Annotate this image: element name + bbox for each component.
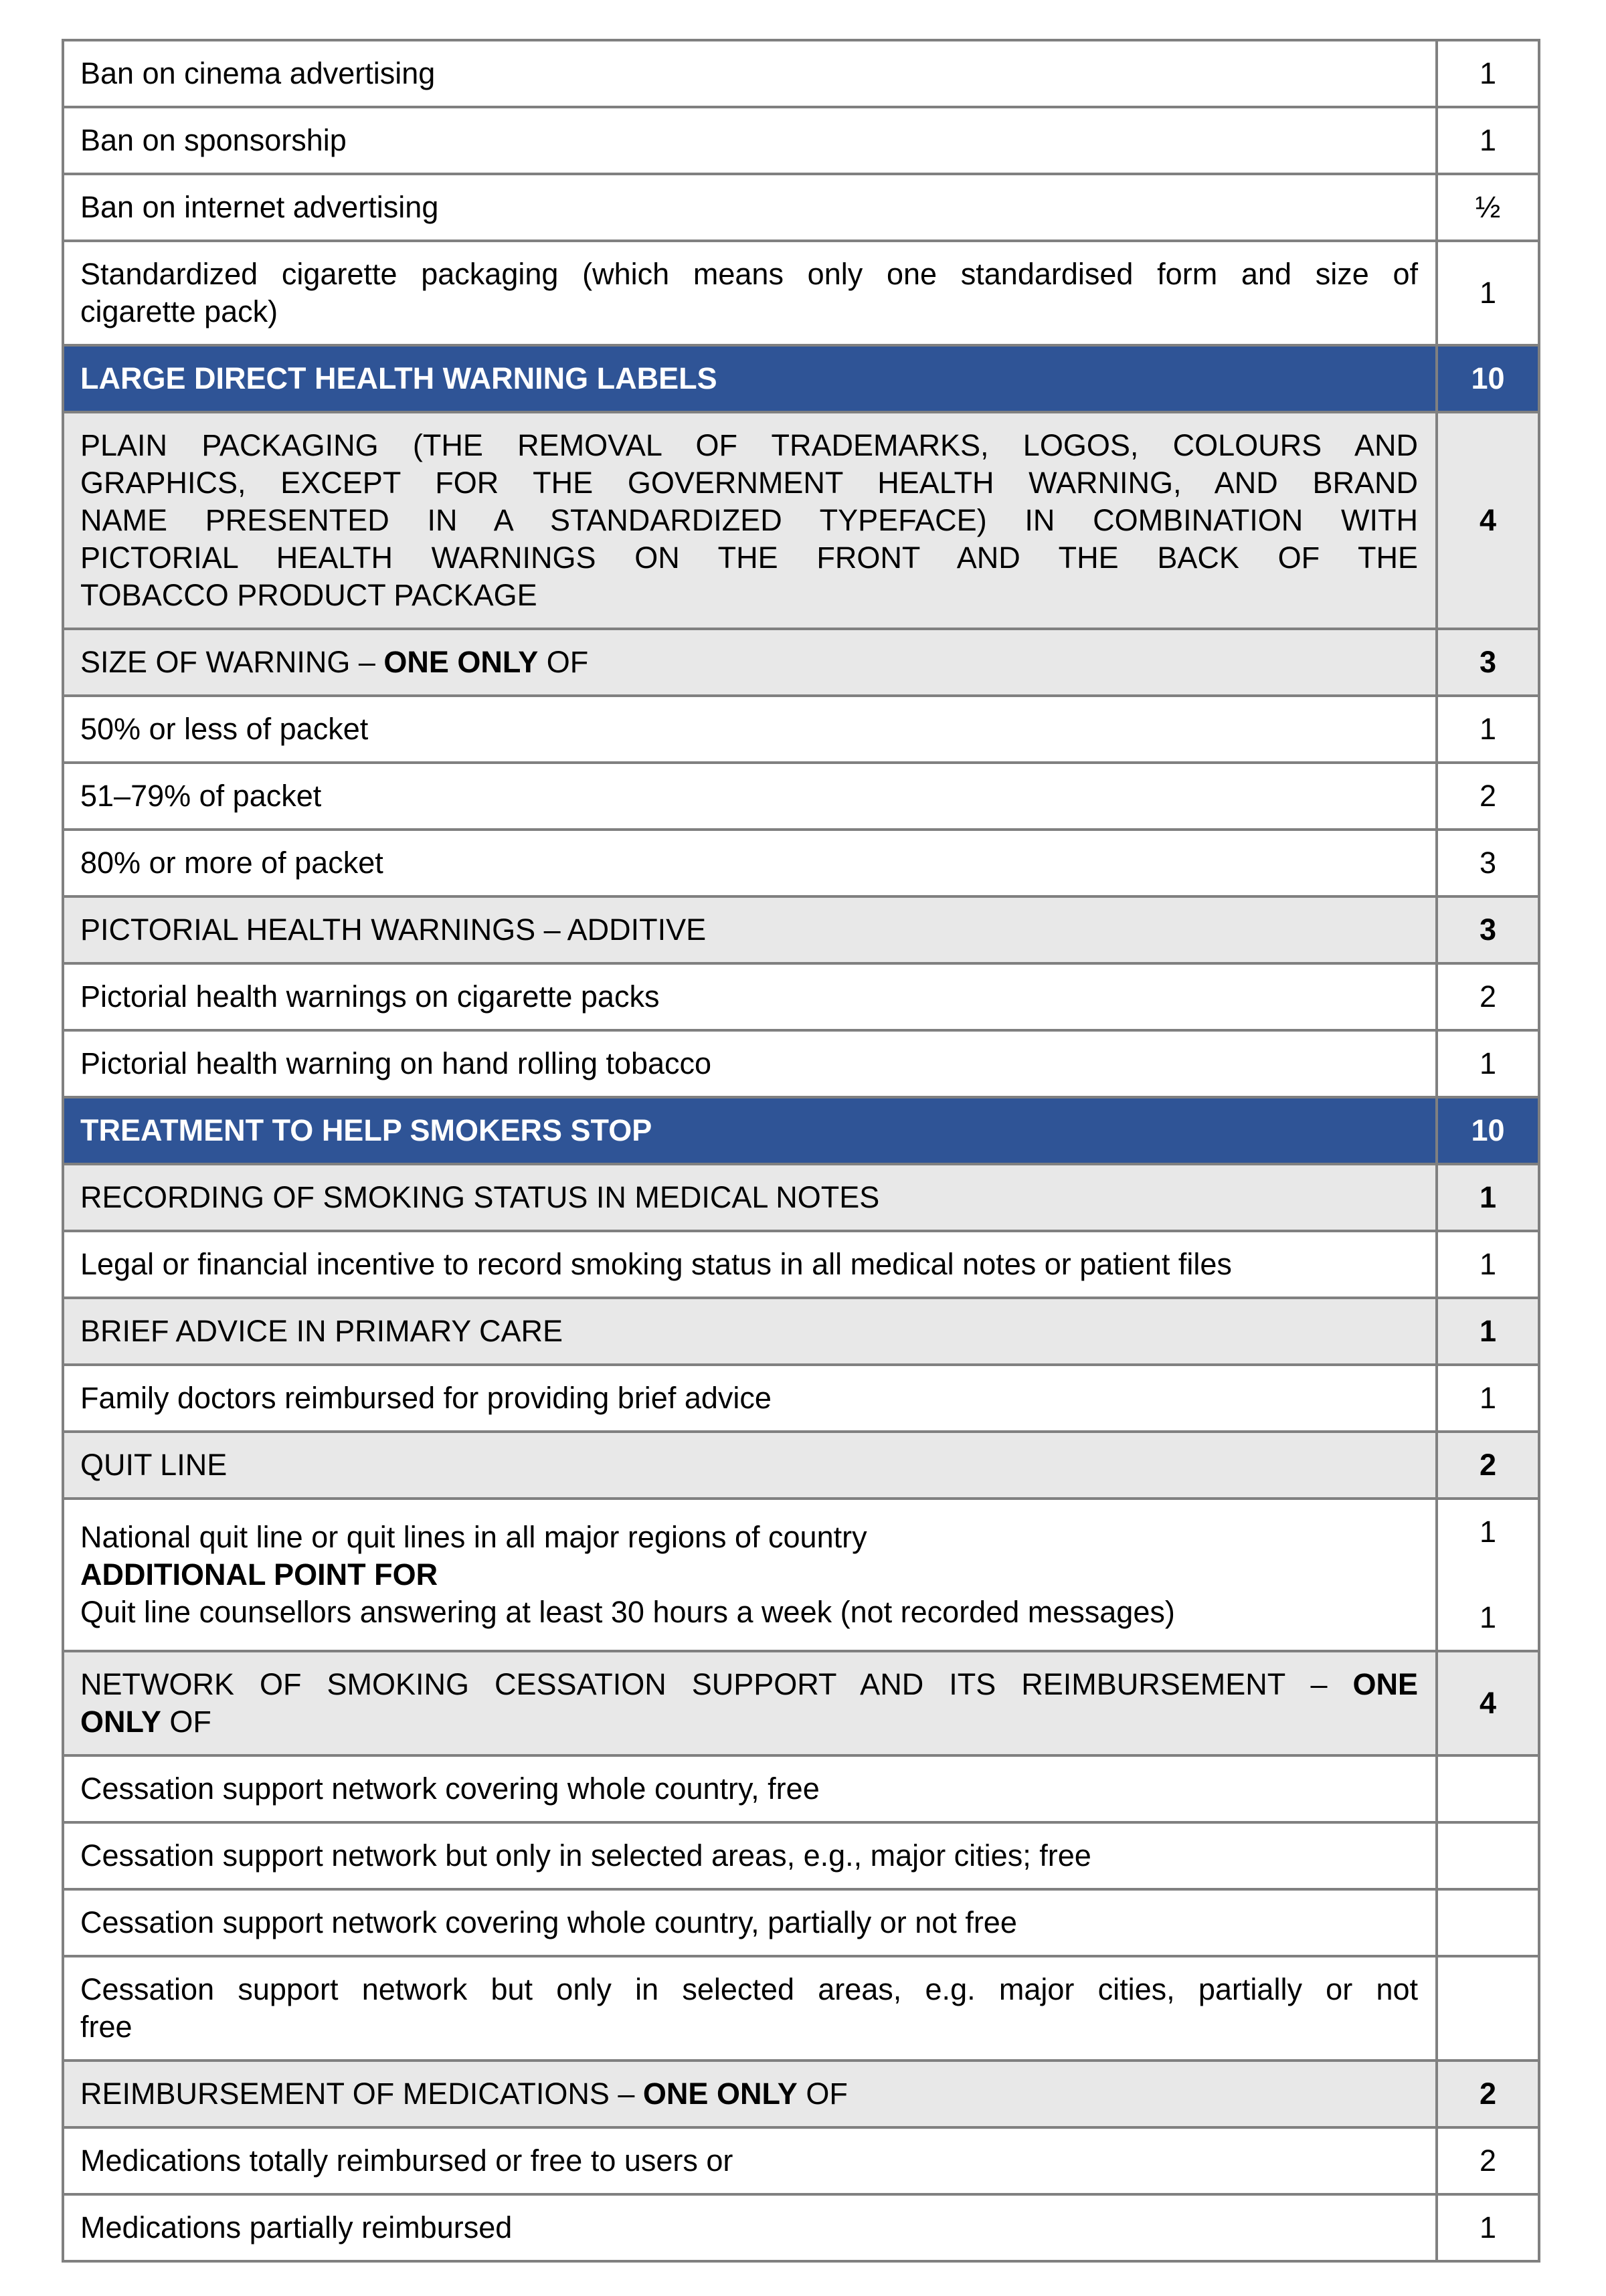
row-label <box>63 1097 1437 1164</box>
row-score <box>1437 241 1539 345</box>
score-value: 1 <box>1479 712 1497 746</box>
table-row <box>63 1030 1539 1097</box>
label-text: OF <box>538 645 589 679</box>
score-value: 1 <box>1479 1600 1497 1634</box>
score-value: 1 <box>1479 1314 1497 1348</box>
row-score <box>1437 1298 1539 1365</box>
label-text: Cessation support network but only in selected areas, e.g. major cities, partially or not <box>80 1972 1418 2006</box>
row-label <box>63 1164 1437 1231</box>
row-score <box>1437 1651 1539 1755</box>
label-text: Medications partially reimbursed <box>80 2210 513 2244</box>
label-text: NETWORK OF SMOKING CESSATION SUPPORT AND ITS REIMBURSEMENT – <box>80 1667 1353 1701</box>
label-text: Pictorial health warning on hand rolling tobacco <box>80 1046 712 1080</box>
score-value: 3 <box>1479 645 1497 679</box>
label-text: Standardized cigarette packaging (which means only one standardised form and size of <box>80 257 1418 291</box>
row-score <box>1437 1889 1539 1956</box>
score-value: 2 <box>1479 979 1497 1014</box>
row-label <box>63 1499 1437 1651</box>
row-score <box>1437 2061 1539 2127</box>
table-row <box>63 1231 1539 1298</box>
row-score <box>1437 629 1539 696</box>
row-score <box>1437 174 1539 241</box>
table-row <box>63 1956 1539 2061</box>
scorecard-table <box>62 39 1540 2263</box>
row-score <box>1437 1432 1539 1499</box>
row-score <box>1437 40 1539 107</box>
score-value: 4 <box>1479 1686 1497 1720</box>
label-text: Cessation support network covering whole country, free <box>80 1772 820 1806</box>
score-value: ½ <box>1475 190 1501 224</box>
table-row <box>63 107 1539 174</box>
scorecard-body <box>63 40 1539 2261</box>
table-row <box>63 241 1539 345</box>
label-text: TREATMENT TO HELP SMOKERS STOP <box>80 1113 652 1147</box>
score-value: 10 <box>1471 361 1505 395</box>
table-row <box>63 963 1539 1030</box>
score-value: 3 <box>1479 913 1497 947</box>
label-text: GRAPHICS, EXCEPT FOR THE GOVERNMENT HEALTH WARNING, AND BRAND <box>80 466 1418 500</box>
row-score <box>1437 1164 1539 1231</box>
label-text: Pictorial health warnings on cigarette packs <box>80 979 660 1014</box>
score-value: 1 <box>1479 1247 1497 1281</box>
table-row <box>63 1097 1539 1164</box>
row-score <box>1437 830 1539 896</box>
table-row <box>63 830 1539 896</box>
row-score <box>1437 1097 1539 1164</box>
row-label <box>63 763 1437 830</box>
row-label <box>63 345 1437 412</box>
row-label <box>63 2194 1437 2261</box>
row-label <box>63 107 1437 174</box>
row-score <box>1437 1822 1539 1889</box>
row-score <box>1437 763 1539 830</box>
label-text: REIMBURSEMENT OF MEDICATIONS – <box>80 2077 643 2111</box>
table-row <box>63 345 1539 412</box>
row-label <box>63 629 1437 696</box>
label-text: OF <box>161 1705 211 1739</box>
label-text: Family doctors reimbursed for providing brief advice <box>80 1381 772 1415</box>
score-value: 2 <box>1479 2143 1497 2178</box>
row-score <box>1437 2194 1539 2261</box>
score-value: 2 <box>1479 1448 1497 1482</box>
table-row <box>63 1499 1539 1651</box>
score-value: 1 <box>1479 1046 1497 1080</box>
label-text: OF <box>797 2077 848 2111</box>
row-score <box>1437 896 1539 963</box>
score-value: 3 <box>1479 846 1497 880</box>
row-label <box>63 1755 1437 1822</box>
label-text: BRIEF ADVICE IN PRIMARY CARE <box>80 1314 563 1348</box>
table-row <box>63 629 1539 696</box>
row-label <box>63 1956 1437 2061</box>
label-text: Quit line counsellors answering at least 30 hours a week (not recorded messages) <box>80 1595 1175 1629</box>
table-row <box>63 412 1539 629</box>
row-label <box>63 2127 1437 2194</box>
score-value: 10 <box>1471 1113 1505 1147</box>
row-label <box>63 1889 1437 1956</box>
table-row <box>63 40 1539 107</box>
row-label <box>63 1231 1437 1298</box>
table-row <box>63 1889 1539 1956</box>
label-text: PICTORIAL HEALTH WARNINGS ON THE FRONT AND THE BACK OF THE <box>80 541 1418 575</box>
label-text: 51–79% of packet <box>80 779 322 813</box>
row-label <box>63 1822 1437 1889</box>
row-score <box>1437 1755 1539 1822</box>
label-text: free <box>80 2010 132 2044</box>
table-row <box>63 2194 1539 2261</box>
table-row <box>63 2061 1539 2127</box>
label-text: cigarette pack) <box>80 294 278 328</box>
row-label <box>63 40 1437 107</box>
score-value: 1 <box>1479 1515 1497 1549</box>
row-score <box>1437 1365 1539 1432</box>
label-text: Cessation support network but only in selected areas, e.g., major cities; free <box>80 1838 1091 1873</box>
table-row <box>63 763 1539 830</box>
score-value: 1 <box>1479 2210 1497 2244</box>
row-score <box>1437 963 1539 1030</box>
table-row <box>63 1822 1539 1889</box>
score-value: 1 <box>1479 123 1497 157</box>
row-score <box>1437 107 1539 174</box>
label-text: PLAIN PACKAGING (THE REMOVAL OF TRADEMARKS, LOGOS, COLOURS AND <box>80 428 1418 462</box>
table-row <box>63 1755 1539 1822</box>
label-text: Ban on internet advertising <box>80 190 439 224</box>
label-text: LARGE DIRECT HEALTH WARNING LABELS <box>80 361 717 395</box>
row-score <box>1437 1030 1539 1097</box>
row-label <box>63 830 1437 896</box>
label-text: ONE ONLY <box>383 645 539 679</box>
row-label <box>63 896 1437 963</box>
label-text: Medications totally reimbursed or free to users or <box>80 2143 733 2178</box>
row-label <box>63 1365 1437 1432</box>
row-score <box>1437 1499 1539 1651</box>
score-value: 2 <box>1479 779 1497 813</box>
table-row <box>63 2127 1539 2194</box>
table-row <box>63 1432 1539 1499</box>
row-label <box>63 696 1437 763</box>
score-value: 1 <box>1479 276 1497 310</box>
label-text: RECORDING OF SMOKING STATUS IN MEDICAL NOTES <box>80 1180 880 1214</box>
row-score <box>1437 412 1539 629</box>
table-row <box>63 1651 1539 1755</box>
row-label <box>63 412 1437 629</box>
row-label <box>63 241 1437 345</box>
row-label <box>63 1298 1437 1365</box>
table-row <box>63 1298 1539 1365</box>
row-label <box>63 174 1437 241</box>
row-label <box>63 2061 1437 2127</box>
score-value: 1 <box>1479 56 1497 90</box>
table-row <box>63 696 1539 763</box>
label-text: 80% or more of packet <box>80 846 383 880</box>
label-text: Legal or financial incentive to record smoking status in all medical notes or patient files <box>80 1247 1232 1281</box>
row-score <box>1437 1956 1539 2061</box>
label-text: TOBACCO PRODUCT PACKAGE <box>80 578 537 612</box>
label-text: 50% or less of packet <box>80 712 369 746</box>
row-score <box>1437 696 1539 763</box>
label-text: QUIT LINE <box>80 1448 228 1482</box>
table-row <box>63 896 1539 963</box>
row-score <box>1437 1231 1539 1298</box>
score-value: 4 <box>1479 503 1497 537</box>
label-text: Cessation support network covering whole country, partially or not free <box>80 1905 1017 1939</box>
label-text: ONE ONLY <box>642 2077 798 2111</box>
label-text: National quit line or quit lines in all major regions of country <box>80 1520 867 1554</box>
score-value: 1 <box>1479 1180 1497 1214</box>
label-text: ADDITIONAL POINT FOR <box>80 1557 438 1592</box>
row-label <box>63 1432 1437 1499</box>
table-row <box>63 1164 1539 1231</box>
label-text: ONE <box>1352 1667 1418 1701</box>
label-text: ONLY <box>80 1705 161 1739</box>
score-value: 2 <box>1479 2077 1497 2111</box>
label-text: PICTORIAL HEALTH WARNINGS – ADDITIVE <box>80 913 707 947</box>
label-text: SIZE OF WARNING – <box>80 645 384 679</box>
row-score <box>1437 2127 1539 2194</box>
row-score <box>1437 345 1539 412</box>
label-text: NAME PRESENTED IN A STANDARDIZED TYPEFACE) IN COMBINATION WITH <box>80 503 1418 537</box>
row-label <box>63 1030 1437 1097</box>
row-label <box>63 1651 1437 1755</box>
row-label <box>63 963 1437 1030</box>
table-row <box>63 1365 1539 1432</box>
table-row <box>63 174 1539 241</box>
label-text: Ban on sponsorship <box>80 123 347 157</box>
label-text: Ban on cinema advertising <box>80 56 436 90</box>
score-value: 1 <box>1479 1381 1497 1415</box>
